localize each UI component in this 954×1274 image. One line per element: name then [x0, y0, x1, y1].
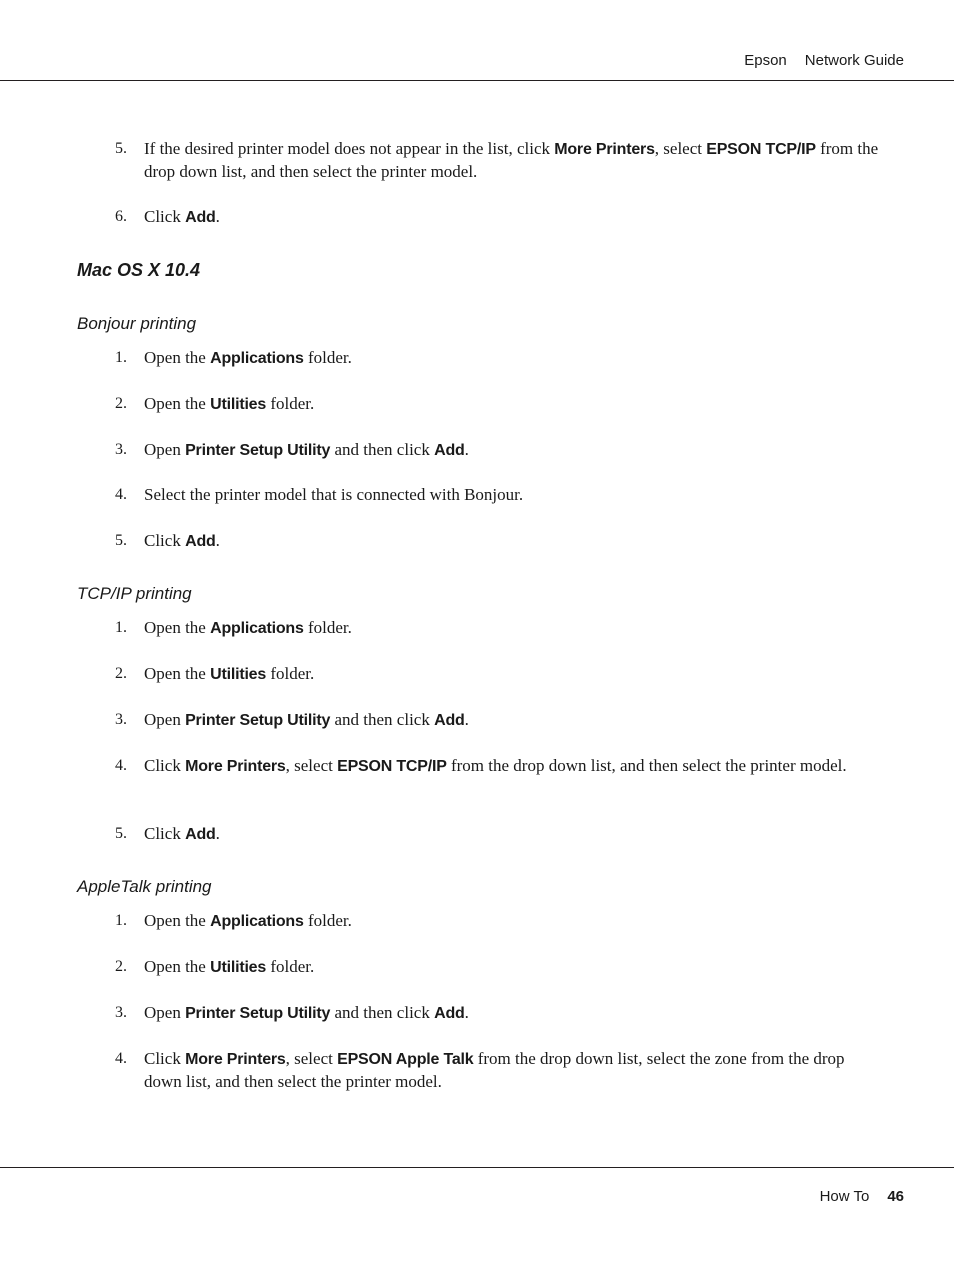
- header-brand: Epson: [744, 52, 787, 69]
- step-number: 6.: [115, 208, 127, 225]
- page-number: 46: [887, 1188, 904, 1205]
- step-text: Click Add.: [144, 207, 220, 226]
- subsection-title-bonjour: Bonjour printing: [77, 314, 197, 333]
- page-header: [744, 52, 904, 69]
- step-text: If the desired printer model does not appear in the list, click More Printers, select EPSON TCP/IP from the drop down list, and then select the printer model.: [144, 139, 879, 181]
- header-title: Network Guide: [804, 52, 904, 69]
- subsection-title-appletalk: AppleTalk printing: [77, 877, 212, 896]
- section-title: Mac OS X 10.4: [77, 260, 201, 280]
- header-divider: [0, 80, 954, 81]
- footer-divider: [0, 1167, 954, 1168]
- step-number: 5.: [115, 140, 127, 157]
- page-footer: [820, 1188, 904, 1205]
- subsection-title-tcpip: TCP/IP printing: [77, 584, 192, 603]
- footer-section: How To: [819, 1188, 870, 1205]
